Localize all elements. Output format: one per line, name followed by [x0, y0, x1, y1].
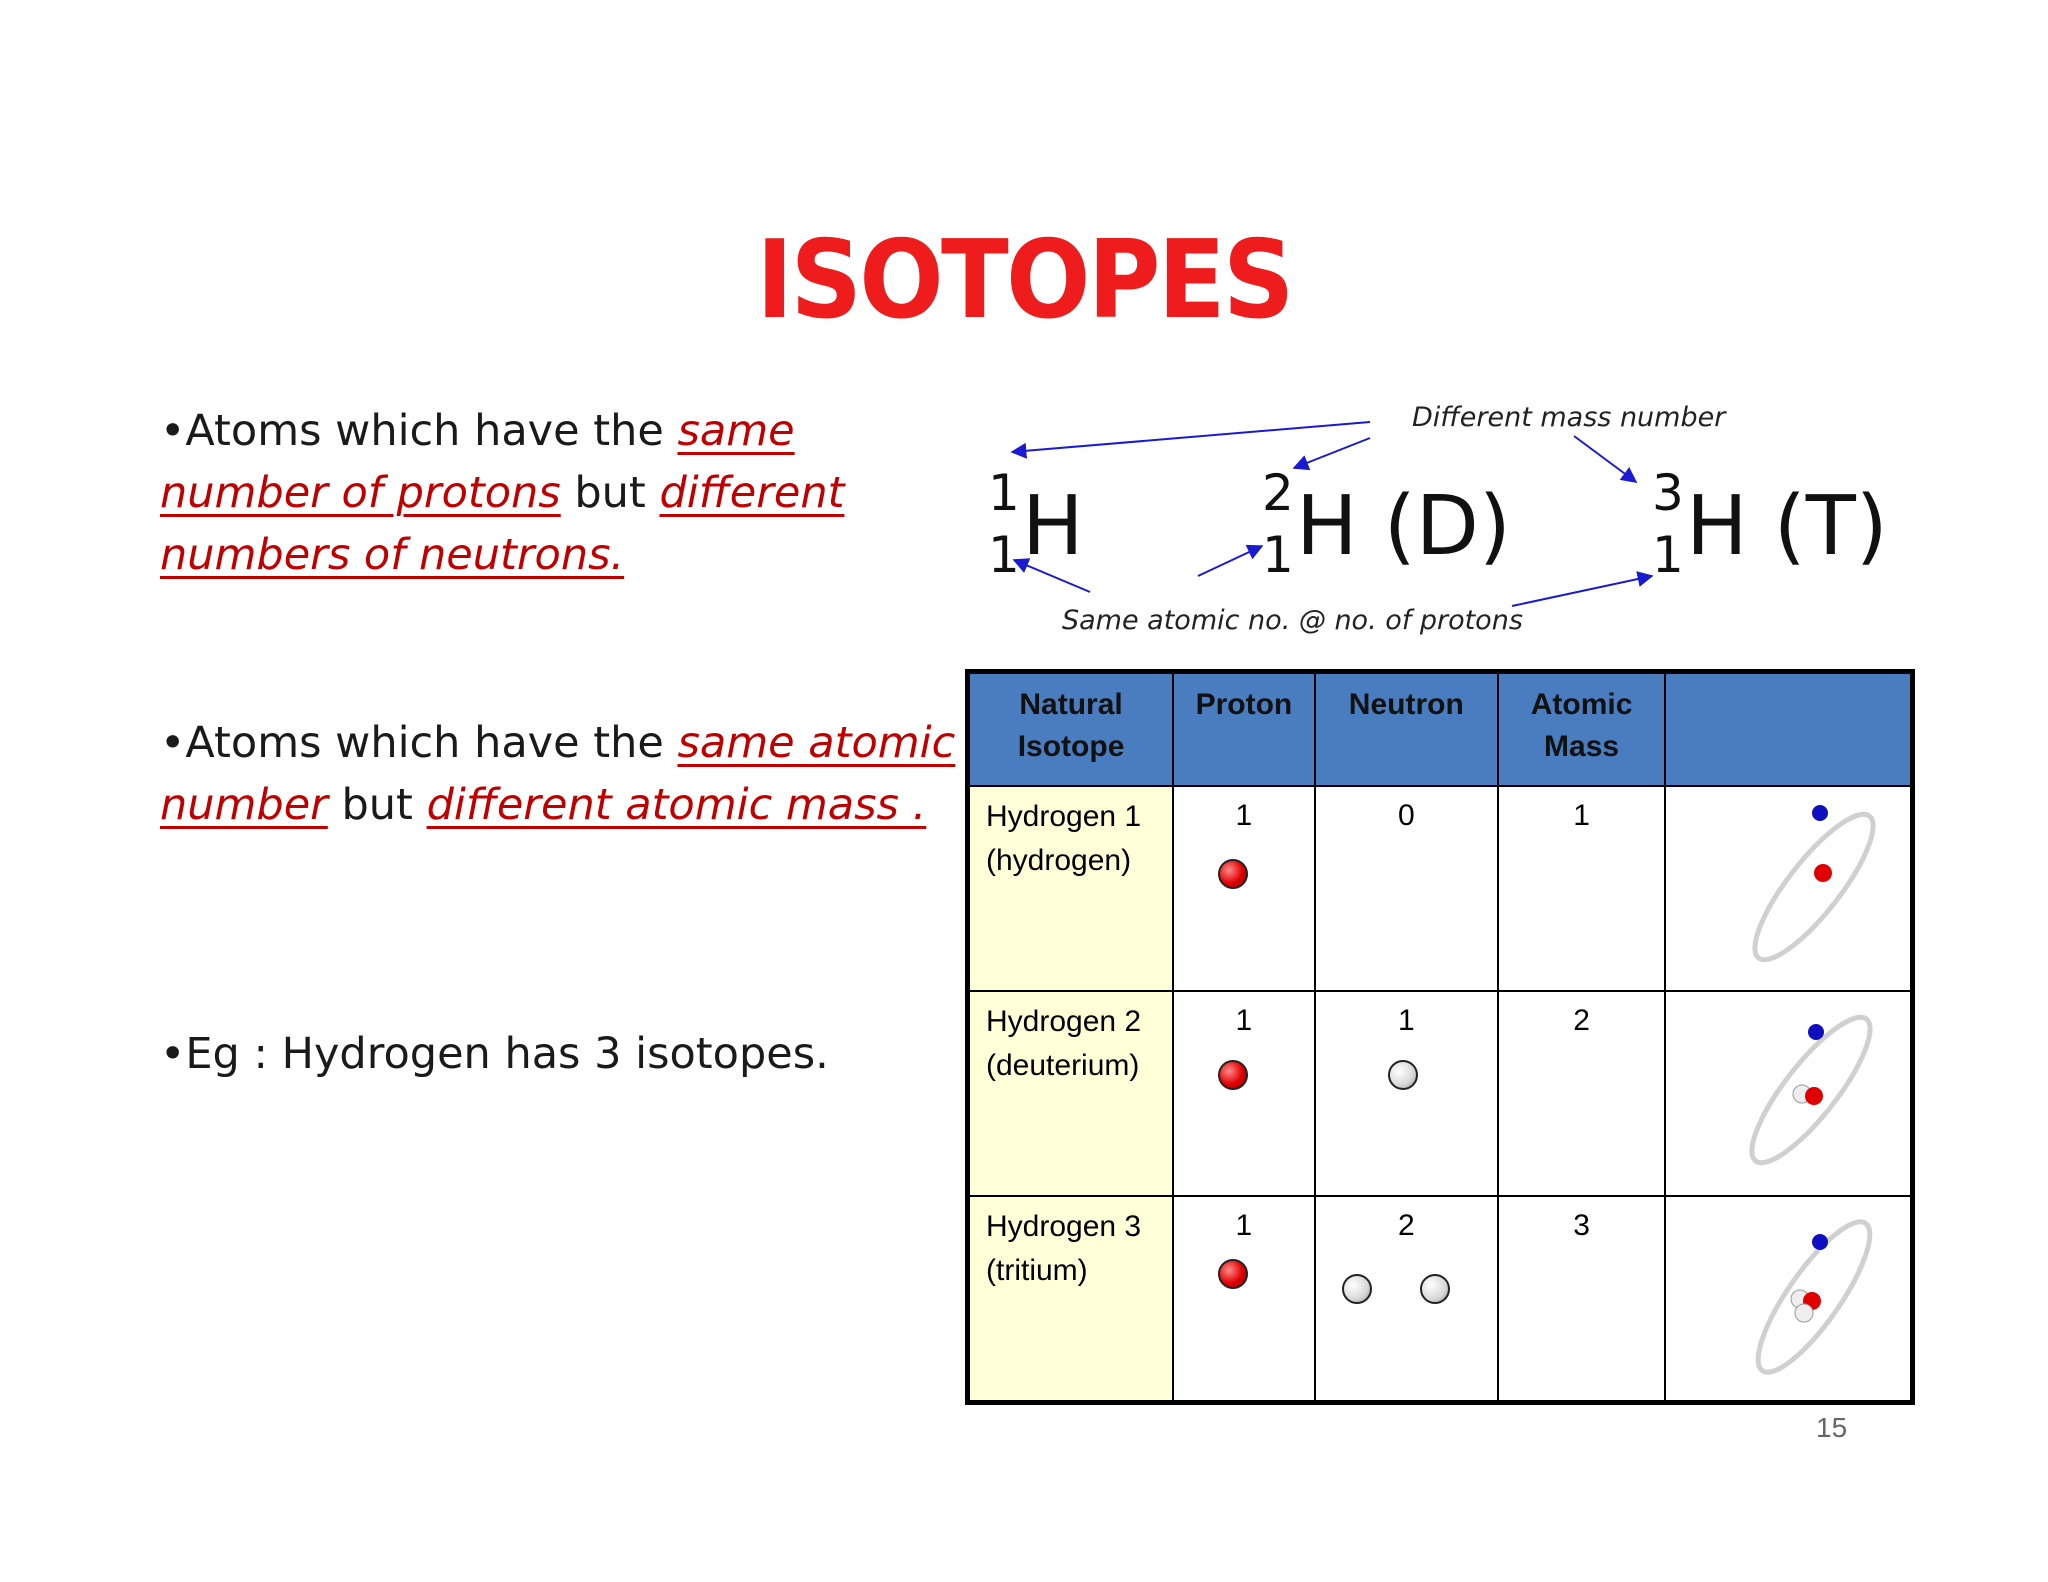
neutron-ball-icon — [1342, 1274, 1372, 1304]
arrow-mass-to-h2 — [1294, 438, 1370, 468]
atom-model-cell — [1665, 786, 1912, 991]
highlight-different-neutrons: different numbers of neutrons. — [160, 468, 845, 580]
proton-cell — [1173, 1196, 1315, 1403]
bullet-lead: •Atoms which have the — [160, 718, 678, 768]
element-symbol: H (D) — [1296, 479, 1511, 574]
neutron-ball-icon — [1420, 1274, 1450, 1304]
table-header-row — [968, 672, 1913, 787]
atomic-mass: 3 — [1573, 1209, 1590, 1242]
atomic-number: 1 — [1262, 526, 1294, 584]
element-symbol: H (T) — [1686, 479, 1888, 574]
deuterium-atom-model-icon — [1666, 992, 1916, 1182]
isotope-name-cell — [968, 786, 1174, 991]
proton-count: 1 — [1235, 799, 1253, 832]
isotope-name: Hydrogen 1 — [986, 800, 1142, 833]
arrow-atomic-to-h3 — [1512, 576, 1652, 606]
isotope-name-cell — [968, 991, 1174, 1196]
element-symbol: H — [1022, 479, 1084, 574]
neutron-count: 2 — [1397, 1209, 1415, 1242]
arrow-mass-to-h1 — [1012, 422, 1370, 452]
note-different-mass-number: Different mass number — [1412, 402, 1726, 433]
proton-count: 1 — [1235, 1004, 1253, 1037]
proton-ball-icon — [1218, 1259, 1248, 1289]
tritium-atom-model-icon — [1666, 1197, 1916, 1387]
nucleus-proton-icon — [1814, 864, 1832, 882]
atomic-number: 1 — [1652, 526, 1684, 584]
isotope-alias: (hydrogen) — [986, 844, 1132, 877]
mass-cell — [1498, 1196, 1665, 1403]
page-number: 15 — [1816, 1412, 1848, 1443]
header-model — [1665, 672, 1912, 787]
bullet-lead: •Atoms which have the — [160, 406, 678, 456]
neutron-cell — [1315, 786, 1498, 991]
nucleus-proton-icon — [1805, 1087, 1823, 1105]
mass-number: 3 — [1652, 464, 1684, 522]
electron-icon — [1812, 1234, 1828, 1250]
neutron-count: 1 — [1397, 1004, 1415, 1037]
neutron-count: 0 — [1397, 799, 1415, 832]
atom-model-cell — [1665, 991, 1912, 1196]
highlight-different-atomic-mass: different atomic mass . — [426, 780, 927, 830]
header-proton: Proton — [1173, 672, 1315, 787]
mass-cell — [1498, 786, 1665, 991]
highlight-same-atomic-number: same atomic number — [160, 718, 956, 830]
header-neutron: Neutron — [1315, 672, 1498, 787]
bullet-example: •Eg : Hydrogen has 3 isotopes. — [160, 1029, 829, 1079]
isotope-alias: (deuterium) — [986, 1049, 1140, 1082]
table-row — [968, 991, 1913, 1196]
isotope-name: Hydrogen 3 — [986, 1210, 1142, 1243]
table-row — [968, 786, 1913, 991]
mass-number: 2 — [1262, 464, 1294, 522]
bullet-mid: but — [327, 780, 427, 830]
electron-icon — [1808, 1024, 1824, 1040]
arrow-mass-to-h3 — [1574, 436, 1636, 482]
arrow-atomic-to-h2 — [1198, 546, 1262, 576]
header-natural-isotope: Natural Isotope — [968, 672, 1174, 787]
mass-cell — [1498, 991, 1665, 1196]
neutron-cell — [1315, 991, 1498, 1196]
table-row — [968, 1196, 1913, 1403]
electron-icon — [1812, 805, 1828, 821]
atomic-mass: 1 — [1573, 799, 1590, 832]
proton-ball-icon — [1218, 859, 1248, 889]
note-same-atomic-number: Same atomic no. @ no. of protons — [1062, 605, 1523, 636]
isotope-table — [965, 669, 1915, 1405]
isotope-alias: (tritium) — [986, 1254, 1088, 1287]
arrow-atomic-to-h1 — [1014, 560, 1090, 592]
atom-model-cell — [1665, 1196, 1912, 1403]
nucleus-neutron-icon — [1795, 1304, 1813, 1322]
proton-ball-icon — [1218, 1060, 1248, 1090]
proton-cell — [1173, 786, 1315, 991]
slide-title: ISOTOPES — [756, 218, 1292, 343]
bullet-mid: but — [560, 468, 660, 518]
hydrogen-atom-model-icon — [1666, 787, 1916, 977]
neutron-cell — [1315, 1196, 1498, 1403]
header-atomic-mass: Atomic Mass — [1498, 672, 1665, 787]
proton-cell — [1173, 991, 1315, 1196]
mass-number: 1 — [988, 464, 1020, 522]
atomic-mass: 2 — [1573, 1004, 1590, 1037]
isotope-name-cell — [968, 1196, 1174, 1403]
isotope-name: Hydrogen 2 — [986, 1005, 1142, 1038]
proton-count: 1 — [1235, 1209, 1253, 1242]
highlight-same-protons: same number of protons — [160, 406, 795, 518]
atomic-number: 1 — [988, 526, 1020, 584]
neutron-ball-icon — [1388, 1060, 1418, 1090]
